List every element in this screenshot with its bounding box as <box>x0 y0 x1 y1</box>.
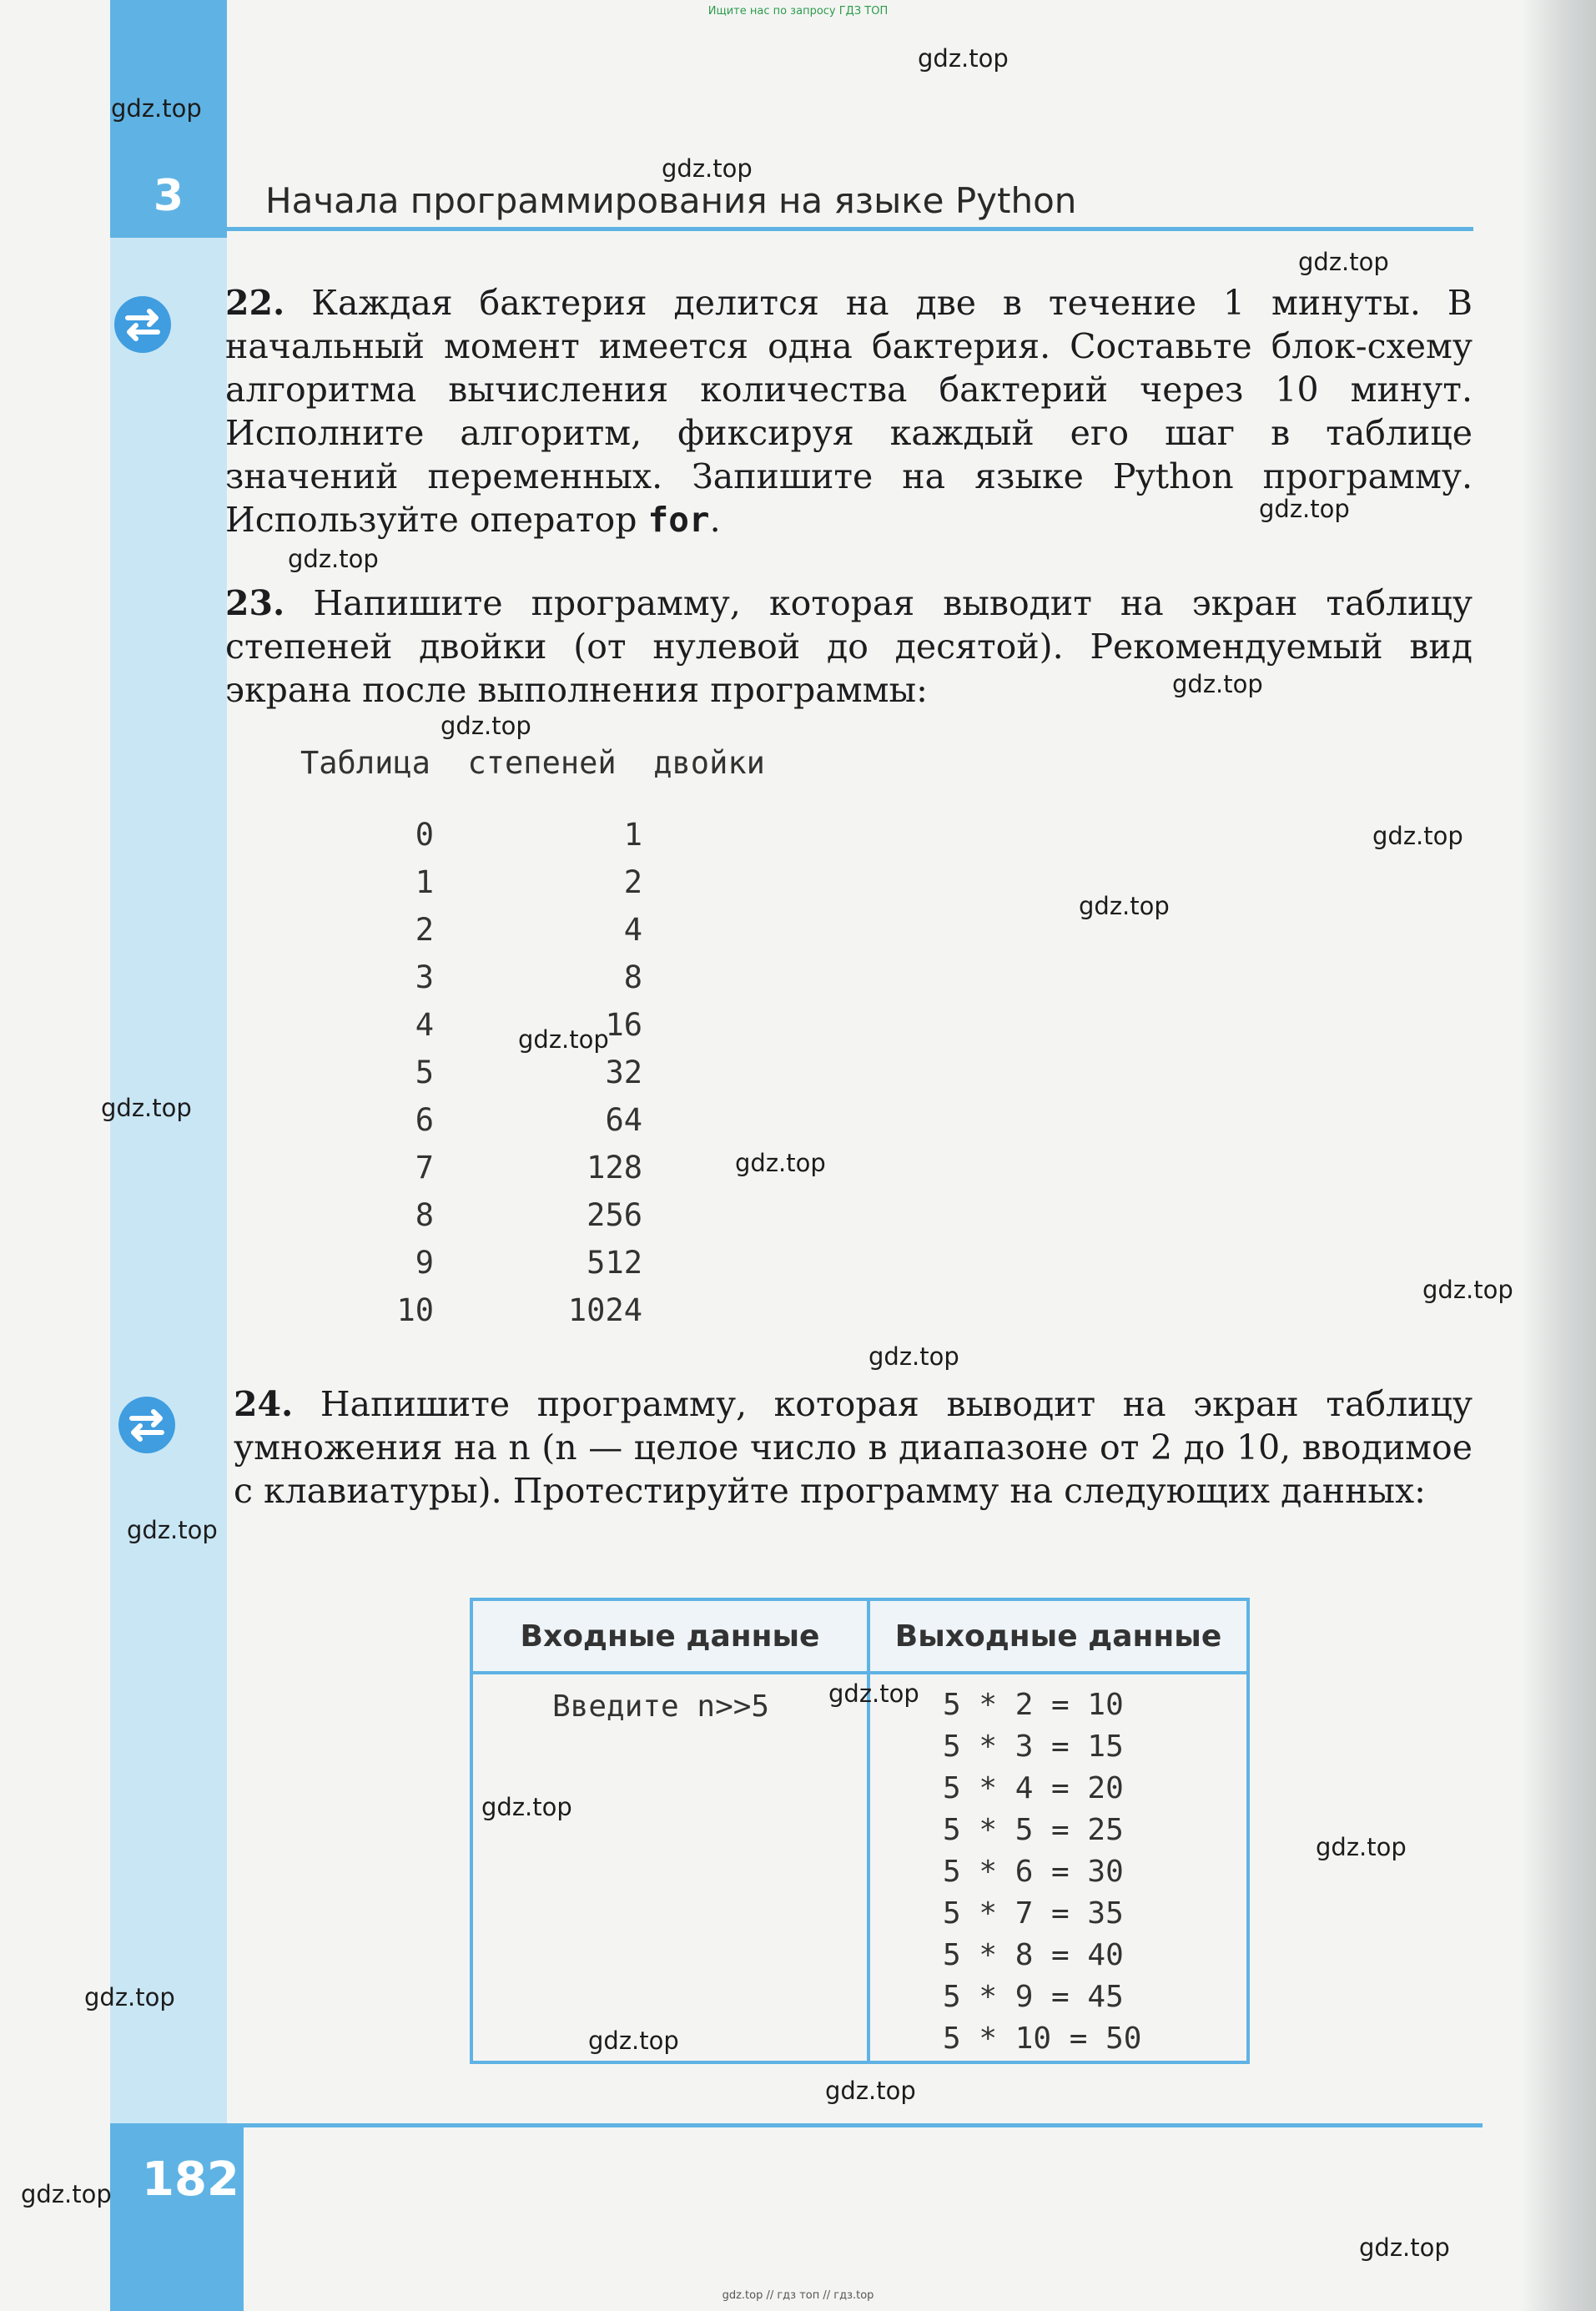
table-row: 2 4 <box>415 912 642 948</box>
table-row: 1 2 <box>415 864 642 900</box>
input-cell: Введите n>>5 <box>471 1673 868 2062</box>
watermark: gdz.top <box>1259 495 1350 523</box>
watermark: gdz.top <box>1422 1276 1513 1304</box>
table-row: 7 128 <box>415 1150 642 1186</box>
table-row: 4 16 <box>415 1007 642 1043</box>
page-number: 182 <box>142 2152 239 2207</box>
watermark: gdz.top <box>825 2077 916 2105</box>
chapter-number: 3 <box>153 171 184 221</box>
output-line: 5 * 8 = 40 <box>943 1938 1124 1972</box>
watermark: gdz.top <box>662 154 753 183</box>
page-edge-shadow <box>1521 0 1596 2311</box>
task-text: Каждая бактерия делится на две в течение 1 минуты. В начальный момент имеется одна бактерия. Составьте блок-схему алгоритма вычисления количества бактерий через 10 минут. Исполните алгоритм, фиксируя каждый его шаг в таблице значений переменных. Запишите на языке Python программу. Используйте оператор <box>225 283 1473 540</box>
watermark: gdz.top <box>1359 2233 1450 2262</box>
task-number: 24. <box>234 1384 294 1424</box>
output-line: 5 * 5 = 25 <box>943 1813 1124 1847</box>
output-line: 5 * 10 = 50 <box>943 2021 1142 2056</box>
output-line: 5 * 3 = 15 <box>943 1729 1124 1764</box>
output-line: 5 * 9 = 45 <box>943 1980 1124 2014</box>
keyword-for: for <box>647 500 710 540</box>
watermark: gdz.top <box>1079 892 1170 920</box>
output-cell <box>868 1673 1248 2062</box>
top-note: Ищите нас по запросу ГДЗ ТОП <box>707 5 889 18</box>
screen-title: Таблица степеней двойки <box>300 745 765 781</box>
test-data-table <box>470 1598 1250 2064</box>
watermark: gdz.top <box>735 1149 826 1177</box>
chapter-title: Начала программирования на языке Python <box>265 180 1077 221</box>
watermark: gdz.top <box>518 1025 609 1054</box>
two-way-arrows-icon <box>118 1397 175 1453</box>
task-text: Напишите программу, которая выводит на экран таблицу умножения на n (n — целое число в диапазоне от 2 до 10, вводимое с клавиатуры). Протестируйте программу на следующих данных: <box>234 1384 1473 1511</box>
footer-rule <box>244 2123 1483 2127</box>
output-line: 5 * 7 = 35 <box>943 1896 1124 1931</box>
watermark: gdz.top <box>1372 822 1463 850</box>
two-way-arrows-icon <box>114 296 171 353</box>
col-input-header: Входные данные <box>471 1599 868 1673</box>
table-row: 8 256 <box>415 1197 642 1233</box>
watermark: gdz.top <box>288 545 379 573</box>
output-line: 5 * 4 = 20 <box>943 1771 1124 1805</box>
output-line: 5 * 2 = 10 <box>943 1688 1124 1722</box>
watermark: gdz.top <box>84 1983 175 2011</box>
table-row: 10 1024 <box>396 1292 642 1328</box>
watermark: gdz.top <box>1316 1833 1407 1861</box>
task-end: . <box>709 500 721 540</box>
task-23 <box>225 582 1473 712</box>
watermark: gdz.top <box>588 2027 679 2055</box>
watermark: gdz.top <box>127 1516 218 1544</box>
header-rule <box>227 227 1473 231</box>
task-24 <box>234 1382 1473 1513</box>
watermark: gdz.top <box>828 1679 919 1708</box>
page-number-tab <box>110 2123 244 2311</box>
bottom-note: gdz.top // гдз топ // гдз.top <box>722 2289 874 2302</box>
watermark: gdz.top <box>111 94 202 123</box>
watermark: gdz.top <box>918 44 1009 73</box>
watermark: gdz.top <box>21 2180 112 2208</box>
table-row: 6 64 <box>415 1102 642 1138</box>
watermark: gdz.top <box>481 1793 572 1821</box>
watermark: gdz.top <box>441 712 531 740</box>
col-output-header: Выходные данные <box>868 1599 1248 1673</box>
task-number: 23. <box>225 583 285 623</box>
watermark: gdz.top <box>868 1342 959 1371</box>
watermark: gdz.top <box>101 1094 192 1122</box>
table-row: 0 1 <box>415 817 642 853</box>
output-line: 5 * 6 = 30 <box>943 1855 1124 1889</box>
table-row: 5 32 <box>415 1055 642 1090</box>
task-number: 22. <box>225 283 285 323</box>
table-row: 3 8 <box>415 959 642 995</box>
table-row: 9 512 <box>415 1245 642 1281</box>
watermark: gdz.top <box>1172 670 1263 698</box>
task-text: Напишите программу, которая выводит на экран таблицу степеней двойки (от нулевой до десятой). Рекомендуемый вид экрана после выполнения программы: <box>225 583 1473 710</box>
watermark: gdz.top <box>1298 248 1389 276</box>
